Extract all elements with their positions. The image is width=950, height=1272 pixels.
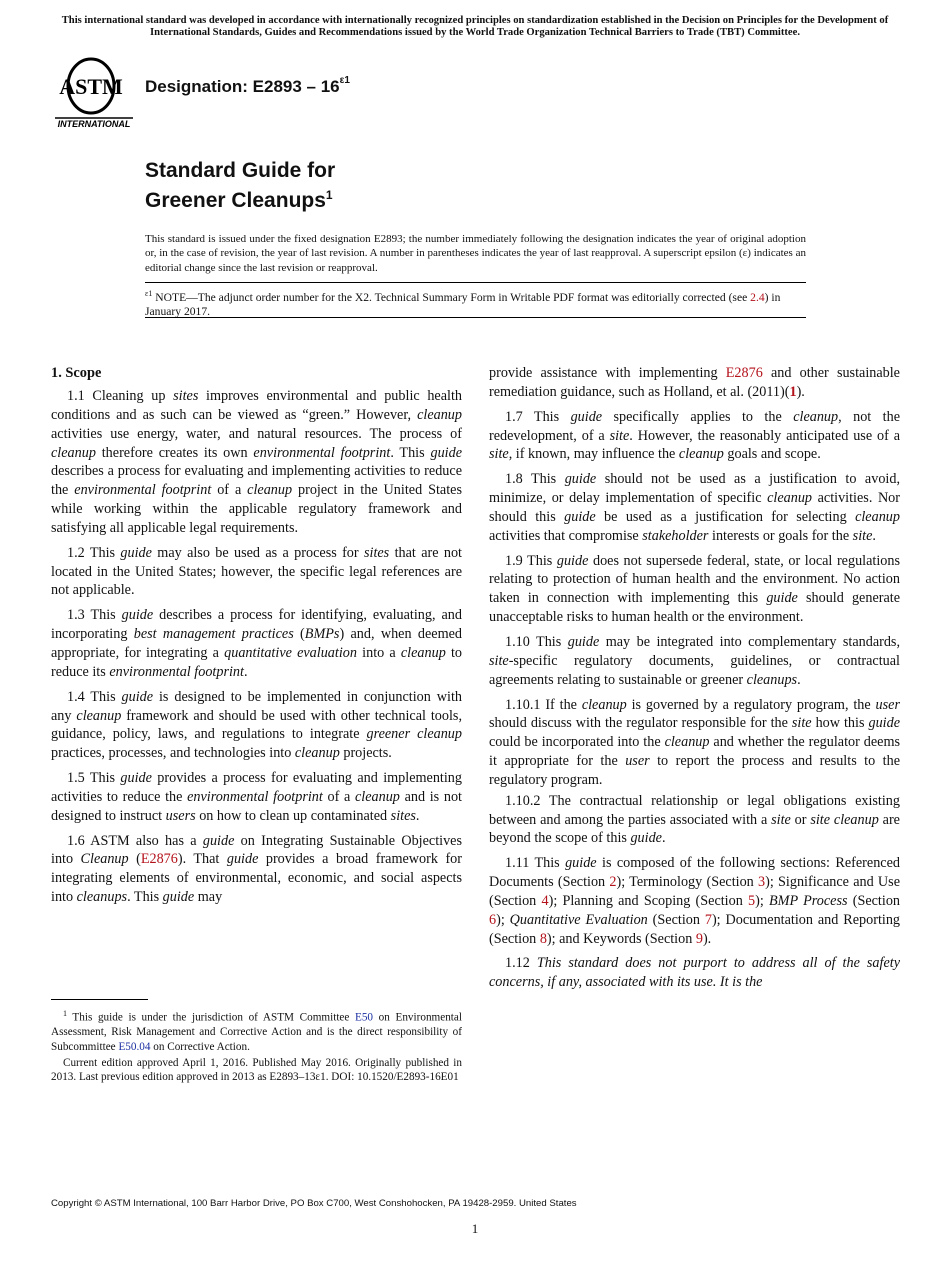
footnote-text: on Environmental Assessment, Risk Management and Corrective Action and is the direct responsibility of Subcommittee (51, 1011, 462, 1053)
astm-logo (53, 56, 135, 132)
para-1-12: 1.12 This standard does not purport to address all of the safety concerns, if any, associated with its use. It is the (489, 955, 900, 991)
page-number: 1 (471, 1221, 479, 1236)
link-section-8[interactable]: 8 (539, 930, 547, 947)
footnote-2: Current edition approved April 1, 2016. Published May 2016. Originally published in 2013. Last previous edition approved in 2013 as E2893–13ε1. DOI: 10.1520/E2893-16E01 (51, 1056, 462, 1084)
svg-text:INTERNATIONAL: INTERNATIONAL (57, 119, 131, 129)
left-column (51, 364, 462, 913)
footnote-text: on Corrective Action. (150, 1040, 250, 1053)
link-section-2[interactable]: 2 (609, 874, 617, 891)
link-section-6[interactable]: 6 (489, 911, 497, 928)
link-e50-04[interactable]: E50.04 (118, 1040, 151, 1053)
title-line-2: Greener Cleanups (145, 189, 326, 212)
top-notice: This international standard was developed in accordance with internationally recognized principles on standardization established in the Decision on Principles for the Development of International Standards, Guides and Recommendations issued by the World Trade Organization Technical Barriers to Trade (TBT) Committee. (61, 15, 889, 39)
issued-statement: This standard is issued under the fixed designation E2893; the number immediately following the designation indicates the year of original adoption or, in the case of revision, the year of last revision. A number in parentheses indicates the year of last reapproval. A superscript epsilon (ε) indicates an editorial change since the last revision or reapproval. (145, 233, 806, 274)
svg-text:ASTM: ASTM (59, 74, 123, 99)
link-e2876[interactable]: E2876 (725, 365, 763, 381)
document-title (145, 158, 335, 213)
para-1-4: 1.4 This guide is designed to be implemented in conjunction with any cleanup framework and should be used with other technical tools, guidance, policy, laws, and regulations to integrate greener cleanup practices, processes, and technologies into cleanup projects. (51, 688, 462, 762)
para-1-10-2: 1.10.2 The contractual relationship or legal obligations existing between and among the parties associated with a site or site cleanup are beyond the scope of this guide. (489, 792, 900, 847)
link-section-4[interactable]: 4 (541, 892, 549, 909)
para-1-9: 1.9 This guide does not supersede federal, state, or local regulations relating to protection of human health and the environment. No action taken in connection with implementing this guide should generate unacceptable risks to human health or the environment. (489, 552, 901, 626)
para-1-2: 1.2 This guide may also be used as a process for sites that are not located in the United States; however, the specific legal references are not applicable. (51, 544, 462, 599)
para-1-11: 1.11 This guide is composed of the following sections: Referenced Documents (Section 2); Terminology (Section 3); Significance and Use (Section 4); Planning and Scoping (Section 5); BMP Process (Section 6); Quantitative Evaluation (Section 7); Documentation and Reporting (Section 8); and Keywords (Section 9). (489, 855, 901, 947)
para-1-3: 1.3 This guide describes a process for identifying, evaluating, and incorporating best management practices (BMPs) and, when deemed appropriate, for integrating a quantitative evaluation into a cleanup to reduce its environmental footprint. (51, 607, 463, 680)
note-epsilon: ε1 (145, 289, 153, 298)
para-1-6-cont: provide assistance with implementing E2876 and other sustainable remediation guidance, such as Holland, et al. (2011)(1). (489, 365, 900, 400)
divider (145, 282, 806, 283)
designation-label: Designation: E2893 – 16 (145, 77, 340, 96)
para-1-1: 1.1 Cleaning up sites improves environmental and public health conditions and as such can be viewed as “green.” However, cleanup activities use energy, water, and natural resources. The process of cleanup therefore creates its own environmental footprint. This guide describes a process for evaluating and implementing activities to reduce the environmental footprint of a cleanup project in the United States while working within the applicable regulatory framework and satisfying all applicable legal requirements. (51, 388, 462, 536)
para-1-7: 1.7 This guide specifically applies to the cleanup, not the redevelopment, of a site. However, the reasonably anticipated use of a site, if known, may influence the cleanup goals and scope. (489, 408, 900, 463)
divider (145, 317, 806, 318)
link-section-7[interactable]: 7 (704, 911, 712, 928)
note-text: NOTE—The adjunct order number for the X2. Technical Summary Form in Writable PDF format was editorially corrected (see (152, 290, 751, 304)
section-heading: 1. Scope (51, 365, 102, 381)
link-e50[interactable]: E50 (355, 1011, 374, 1024)
note-text-end: ) in January 2017. (145, 290, 781, 319)
link-section-5[interactable]: 5 (748, 892, 756, 909)
link-e2876[interactable]: E2876 (140, 851, 178, 868)
footnote-text: This guide is under the jurisdiction of ASTM Committee (67, 1011, 355, 1024)
para-1-5: 1.5 This guide provides a process for evaluating and implementing activities to reduce the environmental footprint of a cleanup and is not designed to instruct users on how to clean up contaminated sites. (51, 770, 462, 824)
reference-link-1[interactable]: 1 (789, 383, 797, 400)
footnote-marker: 1 (63, 1009, 67, 1018)
footnotes (51, 1007, 462, 1087)
link-section-3[interactable]: 3 (758, 874, 766, 891)
note-link-2-4[interactable]: 2.4 (750, 290, 765, 304)
para-1-10: 1.10 This guide may be integrated into complementary standards, site-specific regulatory documents, guidelines, or contractual agreements relating to sustainable or greener cleanups. (489, 633, 900, 688)
footnote-1 (51, 1007, 462, 1054)
link-section-9[interactable]: 9 (695, 930, 703, 947)
para-1-8: 1.8 This guide should not be used as a justification to avoid, minimize, or delay implementation of specific cleanup activities. Nor should this guide be used as a justification for selecting cleanup activities that compromise stakeholder interests or goals for the site. (489, 471, 901, 544)
editorial-note (145, 287, 806, 320)
right-column (489, 364, 900, 998)
designation (145, 77, 350, 97)
title-footnote-marker: 1 (325, 188, 333, 202)
designation-epsilon: ε1 (339, 75, 350, 87)
para-1-10-1: 1.10.1 If the cleanup is governed by a regulatory program, the user should discuss with the regulator responsible for the site how this guide could be incorporated into the cleanup and whether the regulator deems it appropriate for the user to report the process and results to the regulatory program. (489, 696, 901, 788)
title-line-1: Standard Guide for (145, 159, 336, 182)
copyright: Copyright © ASTM International, 100 Barr Harbor Drive, PO Box C700, West Conshohocken, PA 19428-2959. United States (51, 1198, 577, 1209)
footnote-divider (51, 999, 148, 1000)
para-1-6: 1.6 ASTM also has a guide on Integrating Sustainable Objectives into Cleanup (E2876). That guide provides a broad framework for integrating elements of environmental, economic, and social aspects into cleanups. This guide may (51, 832, 463, 906)
